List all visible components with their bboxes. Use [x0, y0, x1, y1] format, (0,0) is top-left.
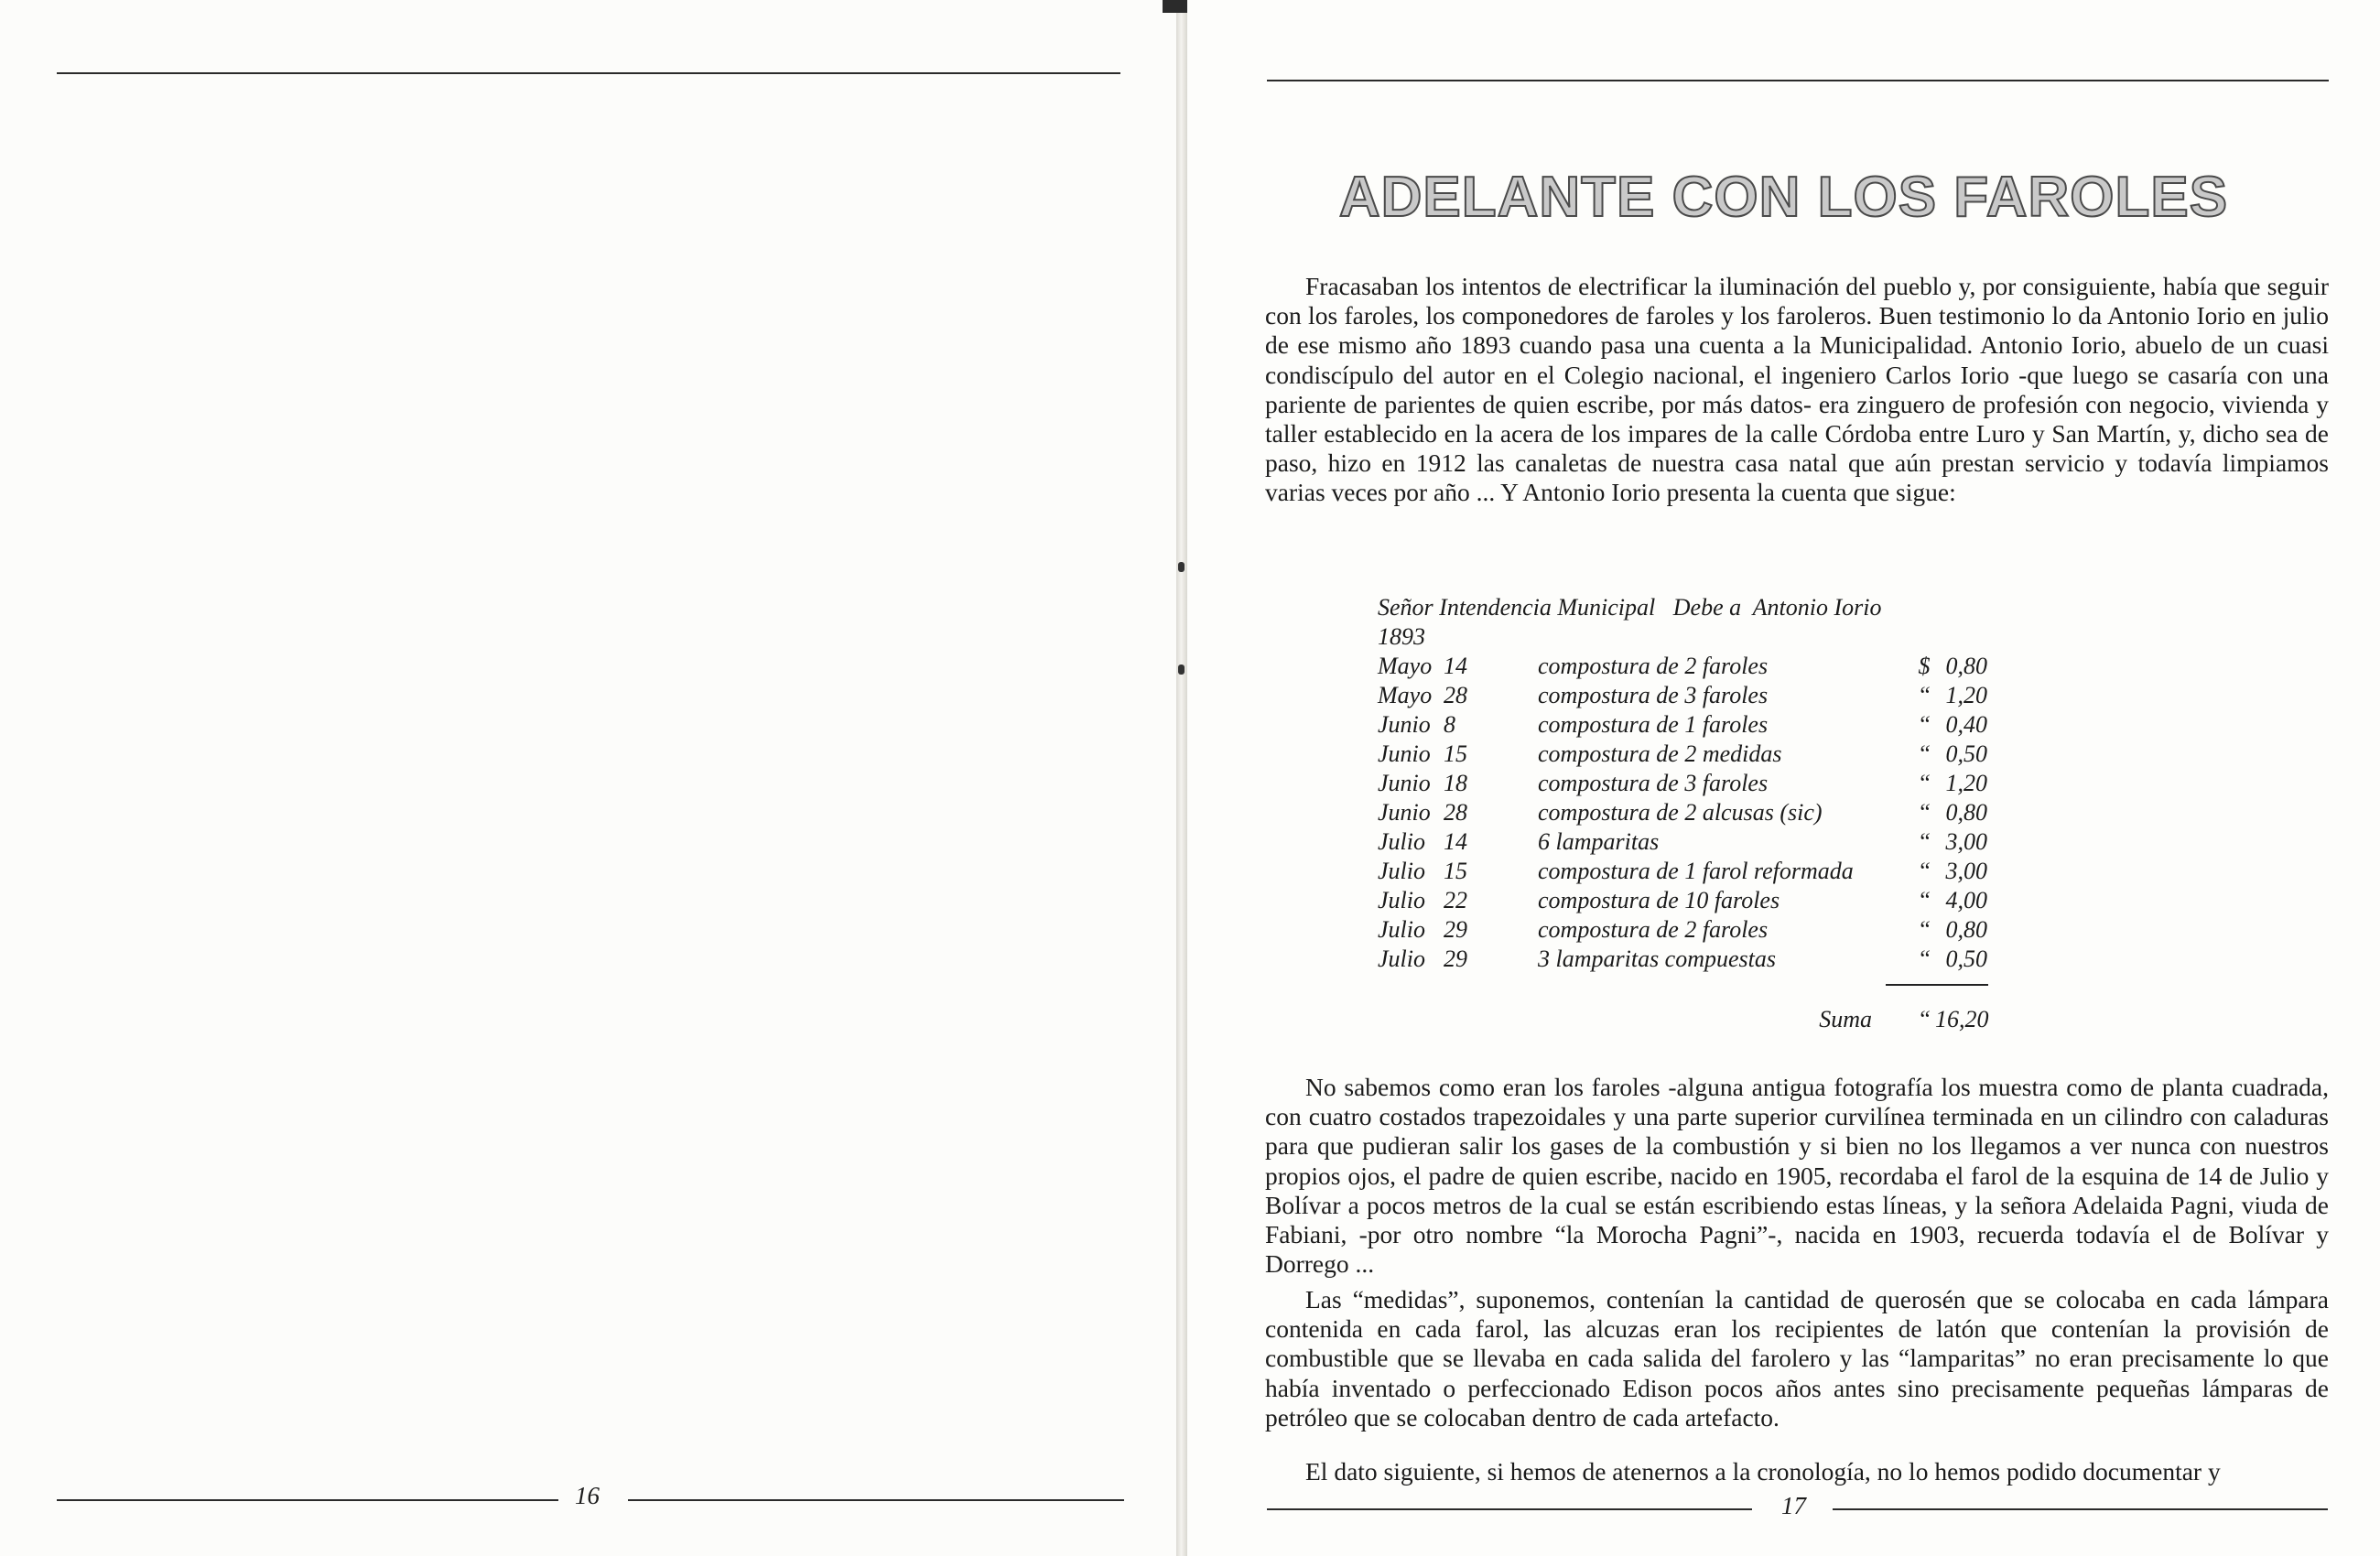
ledger-ditto-mark: “ [1917, 740, 1931, 767]
ledger-amount: 0,40 [1945, 711, 1987, 738]
ledger-month: Julio [1378, 945, 1425, 972]
ledger-month: Julio [1378, 887, 1425, 913]
ledger-row [1378, 710, 1986, 740]
ledger-amount: 3,00 [1945, 858, 1987, 884]
ledger-row [1378, 857, 1986, 886]
ledger-month: Mayo [1378, 682, 1433, 708]
ledger-ditto-mark: “ [1917, 799, 1931, 826]
ledger-ditto-mark: “ [1917, 945, 1931, 972]
ledger-amount: 1,20 [1945, 770, 1987, 796]
body-paragraph: El dato siguiente, si hemos de atenernos a la cronología, no lo hemos podido documentar y [1305, 1457, 2221, 1486]
ledger-ditto-mark: “ [1917, 770, 1931, 796]
ledger-ditto-mark: “ [1917, 1006, 1931, 1032]
ledger-day: 18 [1444, 770, 1467, 796]
ledger-day: 29 [1444, 916, 1467, 943]
left-page-number: 16 [575, 1482, 600, 1509]
right-page-top-rule [1267, 80, 2329, 81]
ledger-description: compostura de 2 faroles [1538, 653, 1769, 679]
ledger-currency-mark: $ [1918, 653, 1931, 679]
ledger-year: 1893 [1378, 623, 1425, 650]
ledger-description: compostura de 3 faroles [1538, 770, 1769, 796]
ledger-row [1378, 945, 1986, 974]
ledger-month: Junio [1378, 740, 1431, 767]
ledger-description: compostura de 2 medidas [1538, 740, 1782, 767]
ledger-day: 14 [1444, 828, 1467, 855]
margin-mark [1178, 665, 1185, 675]
ledger-ditto-mark: “ [1917, 828, 1931, 855]
ledger-day: 8 [1444, 711, 1455, 738]
body-paragraph: Fracasaban los intentos de electrificar la iluminación del pueblo y, por consiguiente, había que seguir con los faroles, los componedores de faroles y los faroleros. Buen testimonio lo da Antonio Iorio en julio de ese mismo año 1893 cuando pasa una cuenta a la Municipalidad. Antonio Iorio, abuelo de un cuasi condiscípulo del autor en el Colegio nacional, el ingeniero Carlos Iorio -que luego se casaría con una pariente de parientes de quien escribe, por más datos- era zinguero de profesión con negocio, vivienda y taller establecido en la acera de los impares de la calle Córdoba entre Luro y San Martín, y, dicho sea de paso, hizo en 1912 las canaletas de nuestra casa natal que aún prestan servicio y todavía limpiamos varias veces por año ... Y Antonio Iorio presenta la cuenta que sigue: [1265, 272, 2329, 507]
ledger-sum-label: Suma [1819, 1006, 1872, 1032]
margin-mark [1178, 562, 1185, 572]
ledger-month: Junio [1378, 799, 1431, 826]
ledger-day: 15 [1444, 858, 1467, 884]
ledger-sum-row [1378, 1005, 1989, 1034]
ledger-row [1378, 827, 1986, 857]
ledger-month: Junio [1378, 770, 1431, 796]
ledger-description: compostura de 2 alcusas (sic) [1538, 799, 1823, 826]
body-paragraph: Las “medidas”, suponemos, contenían la cantidad de querosén que se colocaba en cada lámpara contenida en cada farol, las alcuzas eran los recipientes de latón que contenían la provisión de combustible que se llevaba en cada salida del farolero y las “lamparitas” no eran precisamente lo que había inventado o perfeccionado Edison pocos años antes sino precisamente pequeñas lámparas de petróleo que se colocaban dentro de cada artefacto. [1265, 1285, 2329, 1432]
ledger-month: Julio [1378, 916, 1425, 943]
right-page-bottom-rule-a [1267, 1508, 1752, 1510]
ledger-amount: 0,80 [1945, 799, 1987, 826]
ledger-amount: 0,80 [1945, 653, 1987, 679]
body-paragraph: No sabemos como eran los faroles -alguna antigua fotografía los muestra como de planta cuadrada, con cuatro costados trapezoidales y una parte superior curvilínea terminada en un cilindro con caladuras para que pudieran salir los gases de la combustión y si bien no los llegamos a ver nunca con nuestros propios ojos, el padre de quien escribe, nacido en 1905, recordaba el farol de la esquina de 14 de Julio y Bolívar a pocos metros de la cual se están escribiendo estas líneas, y la señora Adelaida Pagni, viuda de Fabiani, -por otro nombre “la Morocha Pagni”-, nacida en 1903, recuerda todavía el de Bolívar y Dorrego ... [1265, 1073, 2329, 1279]
ledger-sum-rule [1886, 984, 1988, 986]
ledger-row [1378, 681, 1986, 710]
ledger-ditto-mark: “ [1917, 858, 1931, 884]
ledger-description: compostura de 1 farol reformada [1538, 858, 1854, 884]
left-page [0, 0, 1176, 1556]
left-page-bottom-rule-b [628, 1499, 1124, 1501]
ledger-row [1378, 769, 1986, 798]
book-gutter [1176, 0, 1187, 1556]
ledger-day: 28 [1444, 682, 1467, 708]
ledger-amount: 0,80 [1945, 916, 1987, 943]
right-page-bottom-rule-b [1833, 1508, 2328, 1510]
ledger-ditto-mark: “ [1917, 682, 1931, 708]
ledger-amount: 3,00 [1945, 828, 1987, 855]
ledger-day: 28 [1444, 799, 1467, 826]
ledger-description: compostura de 2 faroles [1538, 916, 1769, 943]
ledger-description: compostura de 1 faroles [1538, 711, 1769, 738]
ledger-header: Señor Intendencia Municipal Debe a Antonio Iorio [1378, 594, 1882, 621]
right-page-number: 17 [1781, 1492, 1806, 1519]
ledger-amount: 0,50 [1945, 945, 1987, 972]
ledger-day: 22 [1444, 887, 1467, 913]
chapter-title: ADELANTE CON LOS FAROLES [1338, 166, 2229, 229]
ledger-amount: 1,20 [1945, 682, 1987, 708]
ledger-month: Julio [1378, 828, 1425, 855]
ledger-amount: 0,50 [1945, 740, 1987, 767]
left-page-top-rule [57, 72, 1120, 74]
ledger-day: 15 [1444, 740, 1467, 767]
ledger-ditto-mark: “ [1917, 916, 1931, 943]
ledger-day: 14 [1444, 653, 1467, 679]
ledger-row [1378, 915, 1986, 945]
ledger-row [1378, 652, 1986, 681]
ledger-amount: 4,00 [1945, 887, 1987, 913]
ledger-ditto-mark: “ [1917, 887, 1931, 913]
ledger-row [1378, 740, 1986, 769]
ledger-sum-amount: 16,20 [1935, 1006, 1989, 1032]
ledger-month: Julio [1378, 858, 1425, 884]
ledger-row [1378, 798, 1986, 827]
ledger-description: 6 lamparitas [1538, 828, 1660, 855]
ledger-description: 3 lamparitas compuestas [1538, 945, 1776, 972]
ledger-month: Mayo [1378, 653, 1433, 679]
left-page-bottom-rule-a [57, 1499, 558, 1501]
ledger-ditto-mark: “ [1917, 711, 1931, 738]
ledger-row [1378, 886, 1986, 915]
ledger-day: 29 [1444, 945, 1467, 972]
ledger-description: compostura de 3 faroles [1538, 682, 1769, 708]
ledger-month: Junio [1378, 711, 1431, 738]
ledger-description: compostura de 10 faroles [1538, 887, 1780, 913]
